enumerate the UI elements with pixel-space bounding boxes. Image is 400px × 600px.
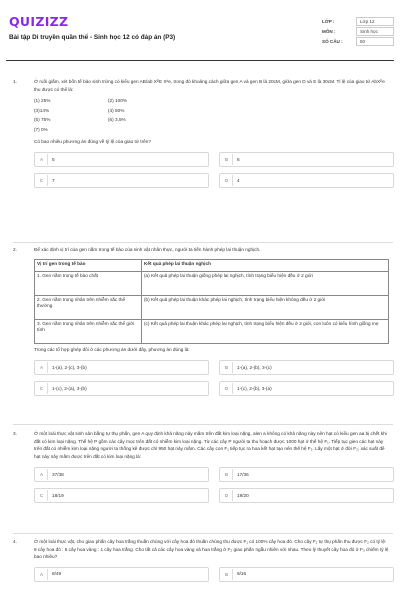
question-prompt: Trong các tổ hợp ghép đôi ở các phương án dưới đây, phương án đúng là: <box>34 346 190 352</box>
table-cell: 1. Gen nằm trong tế bào chất <box>35 271 142 295</box>
meta-subject-row <box>322 26 394 36</box>
page-title: Bài tập Di truyền quần thể - Sinh học 12 có đáp án (P3) <box>9 34 176 41</box>
table-cell: 2. Gen nằm trong nhân trên nhiễm sắc thể thường <box>35 295 142 319</box>
question-divider <box>13 533 393 534</box>
meta-class-label: LỚP : <box>322 18 335 24</box>
question-2 <box>13 246 393 396</box>
table-cell: (b) Kết quả phép lai thuận khác phép lai nghịch, tính trạng biểu hiện không đều ở 2 giới <box>142 295 389 319</box>
statement-item: (1) 25% <box>34 98 51 104</box>
meta-box <box>322 16 394 46</box>
table-row <box>35 271 389 295</box>
question-3 <box>13 430 393 503</box>
question-number: 1. <box>13 79 17 84</box>
answer-option-c[interactable] <box>34 488 209 503</box>
option-letter: B <box>221 154 233 165</box>
meta-subject-label: MÔN : <box>322 28 336 34</box>
question-stem: Ở một loài thực vật sinh sản bằng tự thụ phấn, gen A quy định khả năng nảy mầm trên đất kim loại nặng, alen a không có khả năng này nên hạt có kiểu gen aa bị chết khi đất có kim loại nặng. Thế hệ P gồm các cây mọc trên đất có nhiễm kim loại nặng. Từ các cây P người ta thu hoạch được 1000 hạt ở thế hệ F₁. Tiếp tục gieo các hạt này trên đất có nhiễm kim loại nặng người ta thống kê được chỉ 950 hạt nảy mầm. Các cây con F₁ tiếp tục ra hoa kết hạt tạo nên thế hệ F₂. Lấy một hạt ở đời F₂, xác suất để hạt này nảy mầm được trên đất có kim loại nặng là: <box>34 431 387 459</box>
question-number: 3. <box>13 431 17 436</box>
question-number: 4. <box>13 539 17 544</box>
statement-list <box>34 97 389 133</box>
meta-class-value: Lớp 12 <box>356 17 394 26</box>
option-text: 37/38 <box>52 472 64 478</box>
statement-item: (3)14% <box>34 107 50 113</box>
answer-grid <box>34 567 389 582</box>
option-text: 17/36 <box>237 472 249 478</box>
question-stem: Ở ruồi giấm, xét bốn tế bào sinh trứng có kiểu gen AB/ab XᴰE Xᵈe, trong đó khoảng cách giữa gen A và gen B là 20cM, giữa gen D và E là 30cM. Tỉ lệ của giao tử AbXᴰe thu được có thể là: <box>34 79 385 92</box>
table-header: Kết quả phép lai thuận nghịch <box>142 259 389 271</box>
matching-table <box>34 259 389 344</box>
option-letter: A <box>36 469 48 480</box>
option-text: 1-(c), 2-(b), 3-(a) <box>237 385 272 391</box>
table-header: Vị trí gen trong tế bào <box>35 259 142 271</box>
answer-grid <box>34 467 389 503</box>
option-text: 9/16 <box>237 571 247 577</box>
option-letter: B <box>221 469 233 480</box>
answer-option-b[interactable] <box>219 152 394 167</box>
answer-option-d[interactable] <box>219 488 394 503</box>
question-number: 2. <box>13 247 17 252</box>
answer-option-a[interactable] <box>34 567 209 582</box>
option-letter: A <box>36 362 48 373</box>
answer-grid <box>34 360 389 396</box>
option-text: 8/49 <box>52 571 62 577</box>
statement-item: (7) 0% <box>34 126 48 132</box>
statement-item: (5) 75% <box>34 117 51 123</box>
question-4 <box>13 538 393 582</box>
answer-option-a[interactable] <box>34 467 209 482</box>
table-cell: 3. Gen nằm trong nhân trên nhiễm sắc thể giới tính <box>35 319 142 343</box>
option-letter: C <box>36 175 48 186</box>
option-letter: D <box>221 175 233 186</box>
table-row <box>35 295 389 319</box>
option-letter: D <box>221 383 233 394</box>
meta-count-label: SỐ CÂU : <box>322 38 343 44</box>
option-text: 6 <box>237 156 240 162</box>
option-text: 5 <box>52 156 55 162</box>
header-divider <box>6 60 394 61</box>
option-letter: C <box>36 383 48 394</box>
option-text: 4 <box>237 177 240 183</box>
answer-option-a[interactable] <box>34 152 209 167</box>
answer-grid <box>34 152 389 188</box>
quizizz-logo: QUIZIZZ <box>9 14 69 29</box>
option-text: 7 <box>52 177 55 183</box>
answer-option-b[interactable] <box>219 360 394 375</box>
option-text: 1-(a), 2-(c), 3-(b) <box>52 364 87 370</box>
option-letter: C <box>36 490 48 501</box>
meta-count-value: 50 <box>356 37 394 46</box>
meta-count-row <box>322 36 394 46</box>
option-text: 19/20 <box>237 493 249 499</box>
option-text: 1-(c), 2-(a), 3-(b) <box>52 385 87 391</box>
answer-option-d[interactable] <box>219 173 394 188</box>
option-letter: B <box>221 362 233 373</box>
answer-option-d[interactable] <box>219 381 394 396</box>
answer-option-b[interactable] <box>219 467 394 482</box>
option-letter: B <box>221 569 233 580</box>
table-row <box>35 319 389 343</box>
answer-option-c[interactable] <box>34 381 209 396</box>
option-text: 18/19 <box>52 493 64 499</box>
question-stem: Để xác định vị trí của gen nằm trong tế bào của sinh vật nhân thực, người ta tiến hành phép lai thuận nghịch. <box>34 247 261 252</box>
question-divider <box>13 424 393 425</box>
question-stem: Ở một loài thực vật, cho giao phấn cây hoa trắng thuần chủng với cây hoa đỏ thuần chủng thu được F₁ có 100% cây hoa đỏ. Cho cây F₁ tự thụ phấn thu được F₂ có tỷ lệ: 9 cây hoa đỏ : 6 cây hoa vàng : 1 cây hoa trắng. Cho tất cả các cây hoa vàng và hoa trắng ở F₂ giao phấn ngẫu nhiên với nhau. Theo lý thuyết cây hoa đỏ ở F₃ chiếm tỷ lệ bao nhiêu? <box>34 539 389 560</box>
answer-option-a[interactable] <box>34 360 209 375</box>
question-1 <box>13 78 393 188</box>
option-letter: D <box>221 490 233 501</box>
meta-subject-value: Sinh học <box>356 27 394 36</box>
table-cell: (a) Kết quả phép lai thuận giống phép lai nghịch, tính trạng biểu hiện đều ở 2 giới <box>142 271 389 295</box>
question-divider <box>13 242 393 243</box>
answer-option-c[interactable] <box>34 173 209 188</box>
option-letter: A <box>36 154 48 165</box>
statement-item: (6) 3,5% <box>108 117 126 123</box>
option-letter: A <box>36 569 48 580</box>
meta-class-row <box>322 16 394 26</box>
question-prompt: Có bao nhiêu phương án đúng về tỷ lệ của giao tử trên? <box>34 138 151 144</box>
option-text: 1-(a), 2-(b), 3-(c) <box>237 364 272 370</box>
table-cell: (c) Kết quả phép lai thuận khác phép lai nghịch, tính trạng biểu hiện đều ở 2 giới, con luôn có kiểu hình giống mẹ <box>142 319 389 343</box>
statement-item: (2) 100% <box>108 98 128 104</box>
statement-item: (4) 50% <box>108 107 125 113</box>
answer-option-b[interactable] <box>219 567 394 582</box>
